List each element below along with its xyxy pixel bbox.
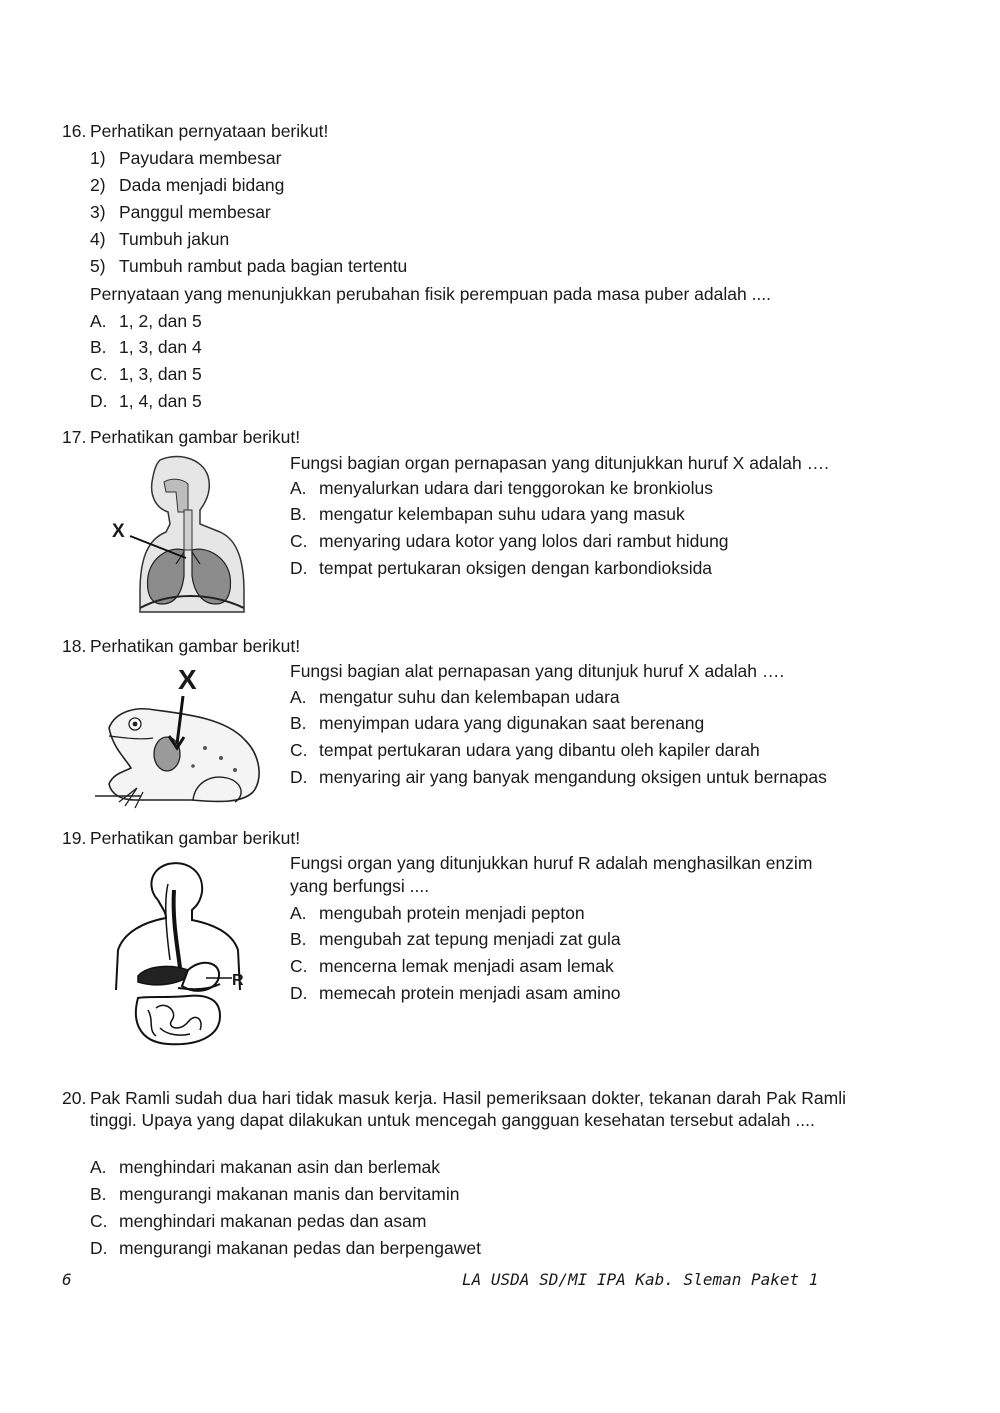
option-text-b[interactable]: 1, 3, dan 4 [119,337,202,357]
page-number: 6 [62,1270,72,1289]
option-letter-a[interactable]: A. [290,903,307,923]
question-text: Fungsi organ yang ditunjukkan huruf R adalah menghasilkan enzim [290,853,813,873]
question-text: Pernyataan yang menunjukkan perubahan fisik perempuan pada masa puber adalah .... [90,284,772,304]
question-stem: Perhatikan gambar berikut! [90,427,301,447]
question-stem: Perhatikan pernyataan berikut! [90,121,329,141]
question-number: 17. [62,427,87,447]
option-text-c[interactable]: menghindari makanan pedas dan asam [119,1211,427,1231]
option-letter-d[interactable]: D. [290,767,308,787]
question-stem: Perhatikan gambar berikut! [90,828,301,848]
option-text-a[interactable]: menyalurkan udara dari tenggorokan ke bronkiolus [319,478,713,498]
statement-text: Tumbuh rambut pada bagian tertentu [119,256,408,276]
statement-text: Payudara membesar [119,148,282,168]
option-text-b[interactable]: mengurangi makanan manis dan bervitamin [119,1184,460,1204]
option-text-b[interactable]: menyimpan udara yang digunakan saat berenang [319,713,705,733]
option-letter-b[interactable]: B. [90,337,107,357]
question-number: 18. [62,636,87,656]
option-letter-d[interactable]: D. [290,558,308,578]
statement-number: 4) [90,229,106,249]
option-letter-d[interactable]: D. [90,1238,108,1258]
question-number: 19. [62,828,87,848]
option-letter-b[interactable]: B. [290,929,307,949]
digestive-system-figure [108,860,248,1050]
statement-text: Panggul membesar [119,202,271,222]
option-letter-c[interactable]: C. [90,364,108,384]
option-text-d[interactable]: tempat pertukaran oksigen dengan karbondioksida [319,558,713,578]
footer-title: LA USDA SD/MI IPA Kab. Sleman Paket 1 [462,1270,819,1289]
option-letter-c[interactable]: C. [290,531,308,551]
statement-number: 2) [90,175,106,195]
option-letter-b[interactable]: B. [90,1184,107,1204]
option-text-a[interactable]: 1, 2, dan 5 [119,311,202,331]
option-text-c[interactable]: 1, 3, dan 5 [119,364,202,384]
question-stem: Perhatikan gambar berikut! [90,636,301,656]
label-x: X [112,521,125,542]
option-letter-d[interactable]: D. [90,391,108,411]
option-text-a[interactable]: mengubah protein menjadi pepton [319,903,585,923]
question-text: Fungsi bagian alat pernapasan yang ditunjuk huruf X adalah …. [290,661,785,681]
question-text: yang berfungsi .... [290,876,430,896]
option-letter-d[interactable]: D. [290,983,308,1003]
question-stem: Pak Ramli sudah dua hari tidak masuk kerja. Hasil pemeriksaan dokter, tekanan darah Pak Ramli tinggi. Upaya yang dapat dilakukan untuk mencegah gangguan kesehatan tersebut adalah .... [90,1088,846,1130]
option-letter-c[interactable]: C. [290,956,308,976]
statement-number: 5) [90,256,106,276]
option-text-d[interactable]: memecah protein menjadi asam amino [319,983,621,1003]
label-r: R [232,972,244,989]
statement-number: 3) [90,202,106,222]
statement-number: 1) [90,148,106,168]
option-letter-a[interactable]: A. [290,478,307,498]
label-x: X [178,664,197,695]
option-text-b[interactable]: mengubah zat tepung menjadi zat gula [319,929,621,949]
option-letter-a[interactable]: A. [90,311,107,331]
question-text: Fungsi bagian organ pernapasan yang ditunjukkan huruf X adalah …. [290,453,829,473]
statement-text: Tumbuh jakun [119,229,230,249]
option-letter-c[interactable]: C. [90,1211,108,1231]
question-number: 20. [62,1088,87,1108]
option-text-b[interactable]: mengatur kelembapan suhu udara yang masuk [319,504,685,524]
option-text-d[interactable]: menyaring air yang banyak mengandung oksigen untuk bernapas [319,767,827,787]
option-letter-a[interactable]: A. [90,1157,107,1177]
option-text-a[interactable]: mengatur suhu dan kelembapan udara [319,687,620,707]
option-letter-c[interactable]: C. [290,740,308,760]
statement-text: Dada menjadi bidang [119,175,285,195]
frog-figure [95,688,270,810]
option-text-c[interactable]: tempat pertukaran udara yang dibantu oleh kapiler darah [319,740,760,760]
option-text-c[interactable]: menyaring udara kotor yang lolos dari rambut hidung [319,531,729,551]
option-letter-a[interactable]: A. [290,687,307,707]
option-letter-b[interactable]: B. [290,713,307,733]
option-letter-b[interactable]: B. [290,504,307,524]
option-text-a[interactable]: menghindari makanan asin dan berlemak [119,1157,441,1177]
option-text-d[interactable]: mengurangi makanan pedas dan berpengawet [119,1238,481,1258]
question-number: 16. [62,121,87,141]
option-text-c[interactable]: mencerna lemak menjadi asam lemak [319,956,614,976]
option-text-d[interactable]: 1, 4, dan 5 [119,391,202,411]
